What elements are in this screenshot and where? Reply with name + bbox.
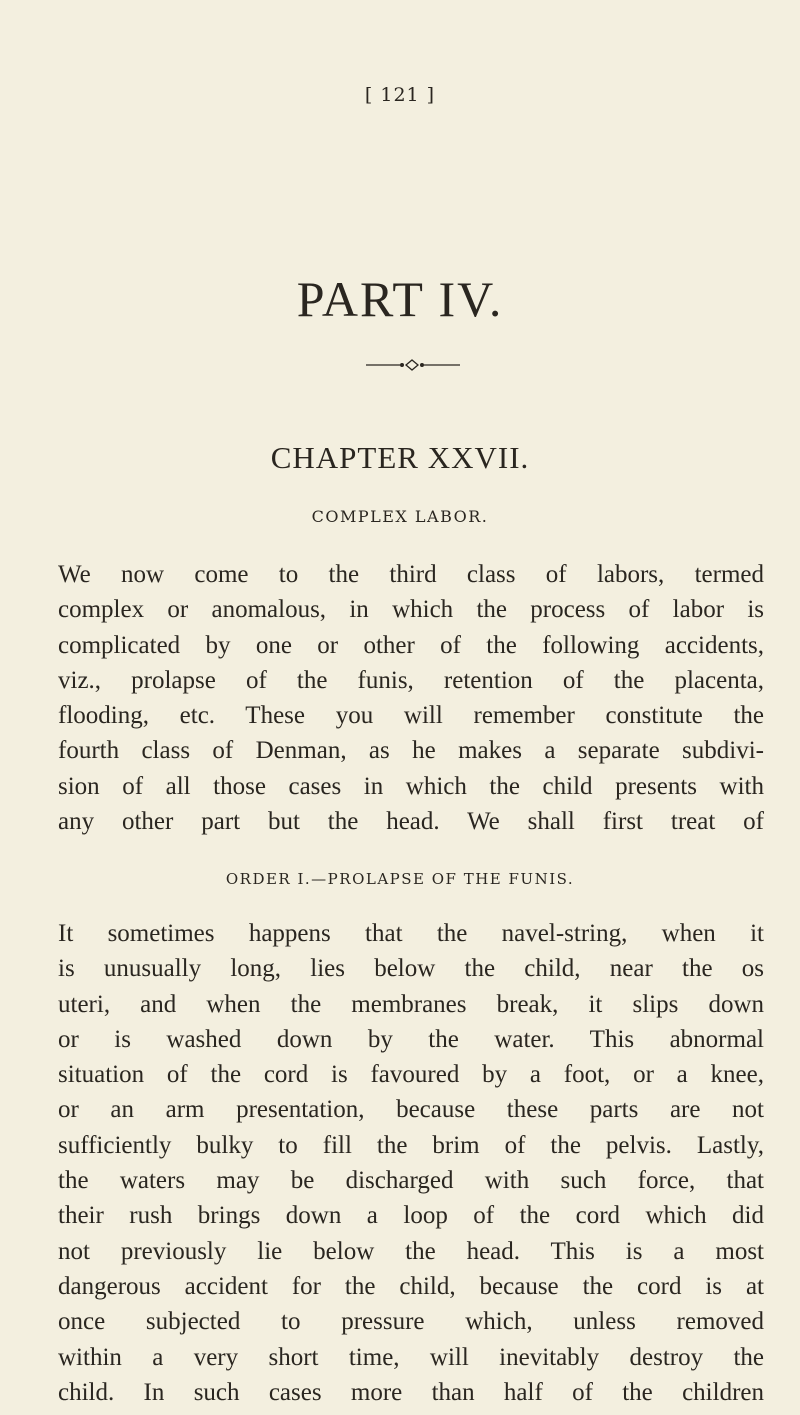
part-title: PART IV. — [296, 271, 504, 327]
text-line: is unusually long, lies below the child, near the os — [58, 955, 764, 983]
text-line: child. In such cases more than half of the children — [58, 1378, 764, 1406]
text-line: dangerous accident for the child, because the cord is at — [58, 1272, 764, 1300]
paragraph-intro — [58, 557, 764, 839]
text-line: sufficiently bulky to fill the brim of the pelvis. Lastly, — [58, 1131, 764, 1159]
text-line: viz., prolapse of the funis, retention of the placenta, — [58, 666, 764, 694]
order-heading: ORDER I.—PROLAPSE OF THE FUNIS. — [225, 870, 575, 888]
text-line: sion of all those cases in which the child presents with — [58, 772, 764, 800]
text-line: their rush brings down a loop of the cord which did — [58, 1202, 764, 1230]
section-heading: COMPLEX LABOR. — [311, 507, 489, 526]
text-line: complex or anomalous, in which the process of labor is — [58, 596, 764, 624]
text-line: flooding, etc. These you will remember constitute the — [58, 702, 764, 730]
ornament-divider — [0, 355, 800, 375]
text-line: complicated by one or other of the following accidents, — [58, 631, 764, 659]
page-number: [ 121 ] — [364, 84, 436, 106]
text-line: It sometimes happens that the navel-string, when it — [58, 920, 764, 947]
paragraph-prolapse — [58, 916, 764, 1410]
text-line: the waters may be discharged with such force, that — [58, 1167, 764, 1195]
text-line: or an arm presentation, because these parts are not — [58, 1096, 764, 1124]
text-line: fourth class of Denman, as he makes a separate subdivi- — [58, 737, 764, 765]
chapter-title: CHAPTER XXVII. — [270, 440, 530, 475]
text-line: once subjected to pressure which, unless removed — [58, 1308, 764, 1336]
text-line: We now come to the third class of labors, termed — [58, 561, 764, 588]
text-line: any other part but the head. We shall first treat of — [58, 808, 764, 836]
text-line: within a very short time, will inevitably destroy the — [58, 1343, 764, 1371]
text-line: uteri, and when the membranes break, it slips down — [58, 990, 764, 1018]
text-line: or is washed down by the water. This abnormal — [58, 1025, 764, 1053]
text-line: not previously lie below the head. This is a most — [58, 1237, 764, 1265]
text-line: situation of the cord is favoured by a foot, or a knee, — [58, 1061, 764, 1089]
